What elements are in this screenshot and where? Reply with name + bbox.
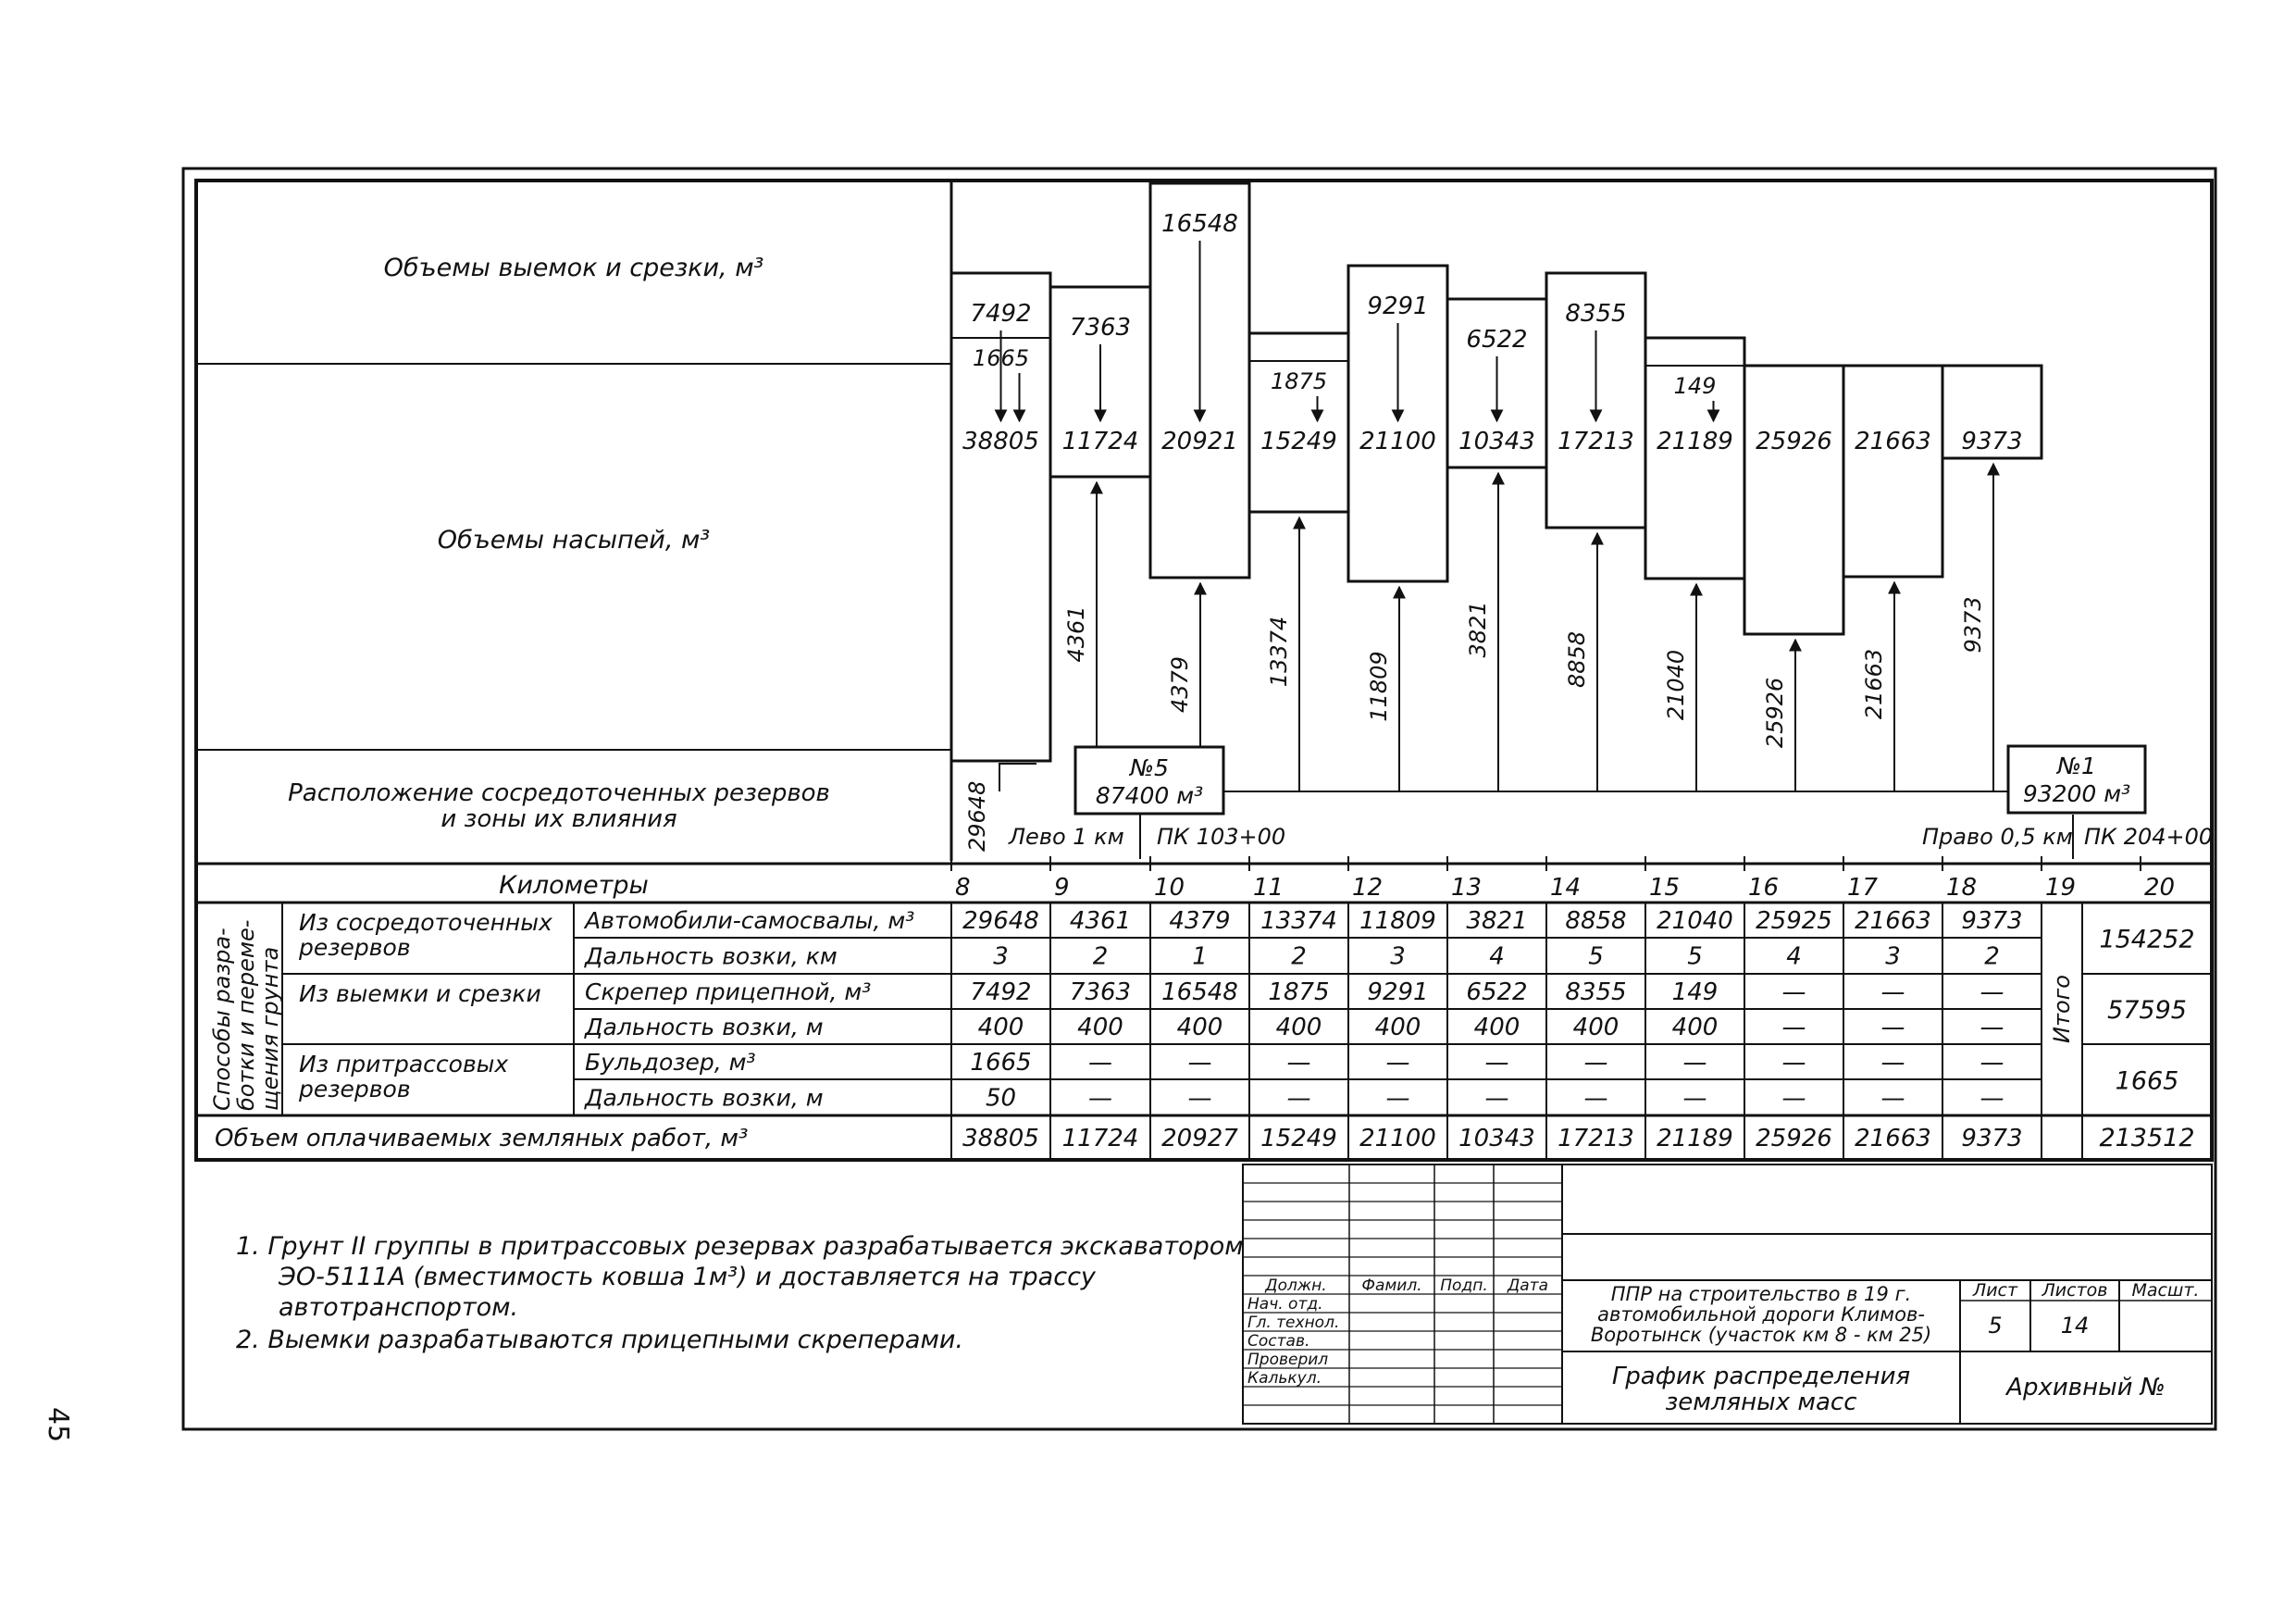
row-1-value-2: 4361 xyxy=(1069,907,1132,935)
row-2-value-7: 5 xyxy=(1588,942,1604,971)
km-label-16: 16 xyxy=(1748,874,1780,902)
row-6-label: Дальность возки, м xyxy=(585,1084,824,1112)
segment-10-box xyxy=(1843,366,1942,577)
row-2-value-9: 4 xyxy=(1786,942,1802,971)
row-2-value-2: 2 xyxy=(1092,942,1109,971)
km-label-14: 14 xyxy=(1550,874,1582,902)
segment-11-reserve: 9373 xyxy=(1960,596,1986,654)
segment-4-reserve: 13374 xyxy=(1266,616,1292,688)
segment-10 xyxy=(1843,366,1942,791)
row-4-value-11: — xyxy=(1980,1014,2004,1041)
row-3-value-7: 8355 xyxy=(1565,978,1627,1006)
km-label-12: 12 xyxy=(1352,874,1384,902)
segment-8-fill: 21189 xyxy=(1657,428,1733,455)
project-line-1: ППР на строительство в 19 г. xyxy=(1610,1283,1912,1305)
row-3-value-11: — xyxy=(1980,978,2004,1006)
sig-role-1: Нач. отд. xyxy=(1247,1295,1323,1314)
sig-header-2: Фамил. xyxy=(1361,1277,1422,1295)
page-number: 45 xyxy=(42,1407,74,1443)
km-label: Километры xyxy=(499,871,649,900)
segment-4 xyxy=(1249,333,1348,791)
paid-label: Объем оплачиваемых земляных работ, м³ xyxy=(215,1125,749,1152)
sheet-label: Лист xyxy=(1972,1280,2018,1301)
row-4-value-9: — xyxy=(1781,1014,1806,1041)
row-5-label: Бульдозер, м³ xyxy=(585,1049,756,1076)
paid-value-11: 9373 xyxy=(1961,1125,2023,1152)
segment-3-fill: 20921 xyxy=(1161,428,1238,455)
paid-value-1: 38805 xyxy=(962,1125,1039,1152)
row-6-value-2: — xyxy=(1088,1084,1112,1113)
segment-5-fill: 21100 xyxy=(1359,428,1436,455)
row-2-value-1: 3 xyxy=(993,942,1009,971)
row-3-label: Скрепер прицепной, м³ xyxy=(585,978,872,1005)
segment-9-reserve: 25926 xyxy=(1762,677,1788,749)
fills-label: Объемы насыпей, м³ xyxy=(437,526,711,554)
method-label xyxy=(209,920,283,1111)
segment-11 xyxy=(1942,366,2042,791)
cuts-label: Объемы выемок и срезки, м³ xyxy=(383,254,764,282)
row-1-value-5: 11809 xyxy=(1359,907,1436,935)
paid-value-10: 21663 xyxy=(1855,1125,1931,1152)
project-line-3: Воротынск (участок км 8 - км 25) xyxy=(1590,1324,1932,1346)
row-6-value-4: — xyxy=(1286,1084,1311,1113)
row-6-value-5: — xyxy=(1385,1084,1410,1113)
row-4-value-10: — xyxy=(1880,1014,1905,1041)
row-1-value-7: 8858 xyxy=(1565,907,1627,935)
segment-5-reserve: 11809 xyxy=(1366,651,1392,722)
note-1-line-1: 1. Грунт II группы в притрассовых резервах разрабатывается экскаватором xyxy=(236,1232,1244,1261)
sig-role-3: Состав. xyxy=(1247,1332,1310,1351)
km-label-17: 17 xyxy=(1847,874,1879,902)
segment-3 xyxy=(1150,183,1249,791)
km-label-11: 11 xyxy=(1253,874,1285,902)
km-label-10: 10 xyxy=(1154,874,1185,902)
segment-2-cut: 7363 xyxy=(1069,314,1132,342)
sig-role-4: Проверил xyxy=(1247,1351,1329,1369)
segment-2 xyxy=(1050,287,1150,791)
group-1-label-1: Из сосредоточенных xyxy=(299,909,552,936)
row-5-value-11: — xyxy=(1980,1049,2004,1077)
segment-3-reserve: 4379 xyxy=(1167,655,1193,714)
reserve-5-pk: ПК 103+00 xyxy=(1157,824,1286,850)
row-5-value-5: — xyxy=(1385,1049,1410,1077)
segment-9-box xyxy=(1744,366,1843,634)
row-5-value-7: — xyxy=(1583,1049,1608,1077)
reserve-5-volume: 87400 м³ xyxy=(1095,782,1204,809)
row-6-value-7: — xyxy=(1583,1084,1608,1113)
segment-1-reserve: 29648 xyxy=(964,780,990,852)
distribution-table xyxy=(196,903,2212,1160)
row-6-value-8: — xyxy=(1682,1084,1707,1113)
row-3-value-9: — xyxy=(1781,978,1806,1006)
row-5-value-4: — xyxy=(1286,1049,1311,1077)
row-4-value-8: 400 xyxy=(1671,1014,1719,1041)
row-3-value-1: 7492 xyxy=(970,978,1032,1006)
row-2-value-8: 5 xyxy=(1687,942,1703,971)
row-2-value-6: 4 xyxy=(1489,942,1505,971)
group-3-total: 1665 xyxy=(2115,1066,2179,1096)
title-block xyxy=(1243,1164,2212,1424)
segment-11-fill: 9373 xyxy=(1961,428,2023,455)
segment-7-reserve: 8858 xyxy=(1564,630,1590,689)
row-2-value-5: 3 xyxy=(1390,942,1406,971)
paid-value-3: 20927 xyxy=(1161,1125,1238,1152)
row-5-value-9: — xyxy=(1781,1049,1806,1077)
segment-8-reserve: 21040 xyxy=(1663,649,1689,721)
row-5-value-1: 1665 xyxy=(970,1049,1032,1077)
row-3-value-10: — xyxy=(1880,978,1905,1006)
sig-role-5: Калькул. xyxy=(1247,1369,1322,1388)
segment-1-extra: 1665 xyxy=(972,345,1030,371)
scale-label: Масшт. xyxy=(2131,1280,2200,1301)
segment-5 xyxy=(1348,266,1447,791)
segment-10-fill: 21663 xyxy=(1855,428,1931,455)
paid-value-7: 17213 xyxy=(1558,1125,1634,1152)
row-3-value-4: 1875 xyxy=(1268,978,1330,1006)
sig-header-3: Подп. xyxy=(1440,1277,1488,1295)
row-3-value-3: 16548 xyxy=(1161,978,1238,1006)
reserve-box-5 xyxy=(1075,747,1223,814)
row-6-value-6: — xyxy=(1484,1084,1509,1113)
reserve-5-side: Лево 1 км xyxy=(1009,824,1124,850)
group-1-label-2: резервов xyxy=(299,934,411,961)
segment-10-reserve: 21663 xyxy=(1861,648,1887,720)
segment-1-cut: 7492 xyxy=(970,300,1032,328)
row-3-value-5: 9291 xyxy=(1367,978,1429,1006)
segment-7 xyxy=(1546,273,1645,791)
km-label-20: 20 xyxy=(2144,874,2176,902)
row-1-value-11: 9373 xyxy=(1961,907,2023,935)
paid-value-5: 21100 xyxy=(1359,1125,1436,1152)
reserves-label-2: и зоны их влияния xyxy=(441,805,677,833)
segment-3-cut: 16548 xyxy=(1161,210,1238,238)
row-6-value-1: 50 xyxy=(985,1084,1017,1113)
row-4-value-1: 400 xyxy=(977,1014,1024,1041)
segment-5-cut: 9291 xyxy=(1367,293,1429,320)
sheets-count: 14 xyxy=(2060,1313,2090,1339)
reserve-1-side: Право 0,5 км xyxy=(1922,824,2073,850)
drawing-title-1: График распределения xyxy=(1611,1363,1911,1390)
row-1-value-4: 13374 xyxy=(1260,907,1337,935)
km-label-18: 18 xyxy=(1946,874,1978,902)
km-label-13: 13 xyxy=(1451,874,1483,902)
row-1-value-9: 25925 xyxy=(1756,907,1832,935)
row-4-value-6: 400 xyxy=(1473,1014,1520,1041)
row-1-value-6: 3821 xyxy=(1466,907,1528,935)
row-5-value-2: — xyxy=(1088,1049,1112,1077)
note-1-line-2: ЭО-5111А (вместимость ковша 1м³) и доставляется на трассу xyxy=(279,1263,1096,1291)
notes xyxy=(236,1231,1254,1355)
group-3-label-1: Из притрассовых xyxy=(299,1051,509,1077)
km-label-8: 8 xyxy=(955,874,971,902)
archive-label: Архивный № xyxy=(2006,1374,2166,1401)
row-2-value-4: 2 xyxy=(1291,942,1307,971)
paid-value-2: 11724 xyxy=(1061,1125,1139,1152)
row-3-value-2: 7363 xyxy=(1069,978,1132,1006)
sig-role-2: Гл. технол. xyxy=(1247,1314,1340,1332)
row-2-value-10: 3 xyxy=(1885,942,1901,971)
sig-header-4: Дата xyxy=(1507,1277,1549,1295)
segment-6-fill: 10343 xyxy=(1458,428,1535,455)
segment-4-extra: 1875 xyxy=(1270,368,1328,394)
segment-7-cut: 8355 xyxy=(1565,300,1627,328)
group-1-total: 154252 xyxy=(2099,925,2195,954)
sig-header-1: Должн. xyxy=(1265,1277,1327,1295)
km-label-19: 19 xyxy=(2045,874,2077,902)
reserves-label-1: Расположение сосредоточенных резервов xyxy=(288,779,830,807)
sheets-label: Листов xyxy=(2042,1280,2108,1301)
sheet-number: 5 xyxy=(1988,1313,2003,1339)
reserve-5-name: №5 xyxy=(1130,754,1169,781)
segment-6-reserve: 3821 xyxy=(1465,601,1491,658)
segment-1 xyxy=(951,273,1050,852)
segment-6-cut: 6522 xyxy=(1466,326,1528,354)
segment-7-fill: 17213 xyxy=(1558,428,1634,455)
row-1-value-10: 21663 xyxy=(1855,907,1931,935)
paid-value-9: 25926 xyxy=(1756,1125,1832,1152)
drawing-title-2: земляных масс xyxy=(1665,1389,1857,1416)
method-label-2: ботки и переме- xyxy=(233,919,259,1111)
km-label-15: 15 xyxy=(1649,874,1681,902)
paid-value-8: 21189 xyxy=(1657,1125,1733,1152)
row-5-value-3: — xyxy=(1187,1049,1212,1077)
reserve-1-pk: ПК 204+00 xyxy=(2084,824,2214,850)
project-line-2: автомобильной дороги Климов- xyxy=(1597,1303,1925,1326)
row-1-value-1: 29648 xyxy=(962,907,1039,935)
segment-4-box xyxy=(1249,333,1348,512)
row-2-label: Дальность возки, км xyxy=(585,942,838,970)
row-3-value-8: 149 xyxy=(1671,978,1719,1006)
paid-total: 213512 xyxy=(2099,1124,2195,1152)
row-3-value-6: 6522 xyxy=(1466,978,1528,1006)
group-2-label-1: Из выемки и срезки xyxy=(299,980,541,1007)
segment-2-reserve: 4361 xyxy=(1063,605,1089,663)
segment-6 xyxy=(1447,299,1546,791)
row-6-value-10: — xyxy=(1880,1084,1905,1113)
reserve-1-volume: 93200 м³ xyxy=(2022,780,2131,807)
row-2-value-3: 1 xyxy=(1192,942,1208,971)
group-3-label-2: резервов xyxy=(299,1076,411,1102)
row-4-value-3: 400 xyxy=(1176,1014,1223,1041)
km-label-9: 9 xyxy=(1054,874,1070,902)
row-4-value-5: 400 xyxy=(1374,1014,1421,1041)
row-4-value-7: 400 xyxy=(1572,1014,1620,1041)
method-label-3: щения грунта xyxy=(257,946,283,1111)
row-1-value-3: 4379 xyxy=(1169,907,1231,935)
row-5-value-6: — xyxy=(1484,1049,1509,1077)
note-2: 2. Выемки разрабатываются прицепными скреперами. xyxy=(236,1326,963,1354)
paid-value-6: 10343 xyxy=(1458,1125,1535,1152)
row-6-value-9: — xyxy=(1781,1084,1806,1113)
row-4-value-4: 400 xyxy=(1275,1014,1322,1041)
row-1-label: Автомобили-самосвалы, м³ xyxy=(585,907,915,934)
group-2-total: 57595 xyxy=(2107,996,2187,1025)
segment-8 xyxy=(1645,338,1744,791)
row-2-value-11: 2 xyxy=(1984,942,2000,971)
segment-9 xyxy=(1744,366,1843,791)
reserve-1-name: №1 xyxy=(2057,753,2096,779)
segment-4-fill: 15249 xyxy=(1260,428,1337,455)
row-1-value-8: 21040 xyxy=(1657,907,1733,935)
segment-1-fill: 38805 xyxy=(962,428,1039,455)
segment-8-extra: 149 xyxy=(1673,373,1717,399)
row-4-value-2: 400 xyxy=(1077,1014,1123,1041)
row-6-value-3: — xyxy=(1187,1084,1212,1113)
reserve-box-1 xyxy=(2008,746,2145,813)
note-1-line-3: автотранспортом. xyxy=(279,1293,519,1322)
segment-9-fill: 25926 xyxy=(1756,428,1832,455)
row-4-label: Дальность возки, м xyxy=(585,1014,824,1040)
segment-2-fill: 11724 xyxy=(1061,428,1139,455)
paid-value-4: 15249 xyxy=(1260,1125,1337,1152)
segment-1-reserve-link xyxy=(999,764,1036,791)
row-5-value-8: — xyxy=(1682,1049,1707,1077)
row-5-value-10: — xyxy=(1880,1049,1905,1077)
itogo-label: Итого xyxy=(2049,975,2075,1043)
row-6-value-11: — xyxy=(1980,1084,2004,1113)
method-label-1: Способы разра- xyxy=(209,928,235,1111)
